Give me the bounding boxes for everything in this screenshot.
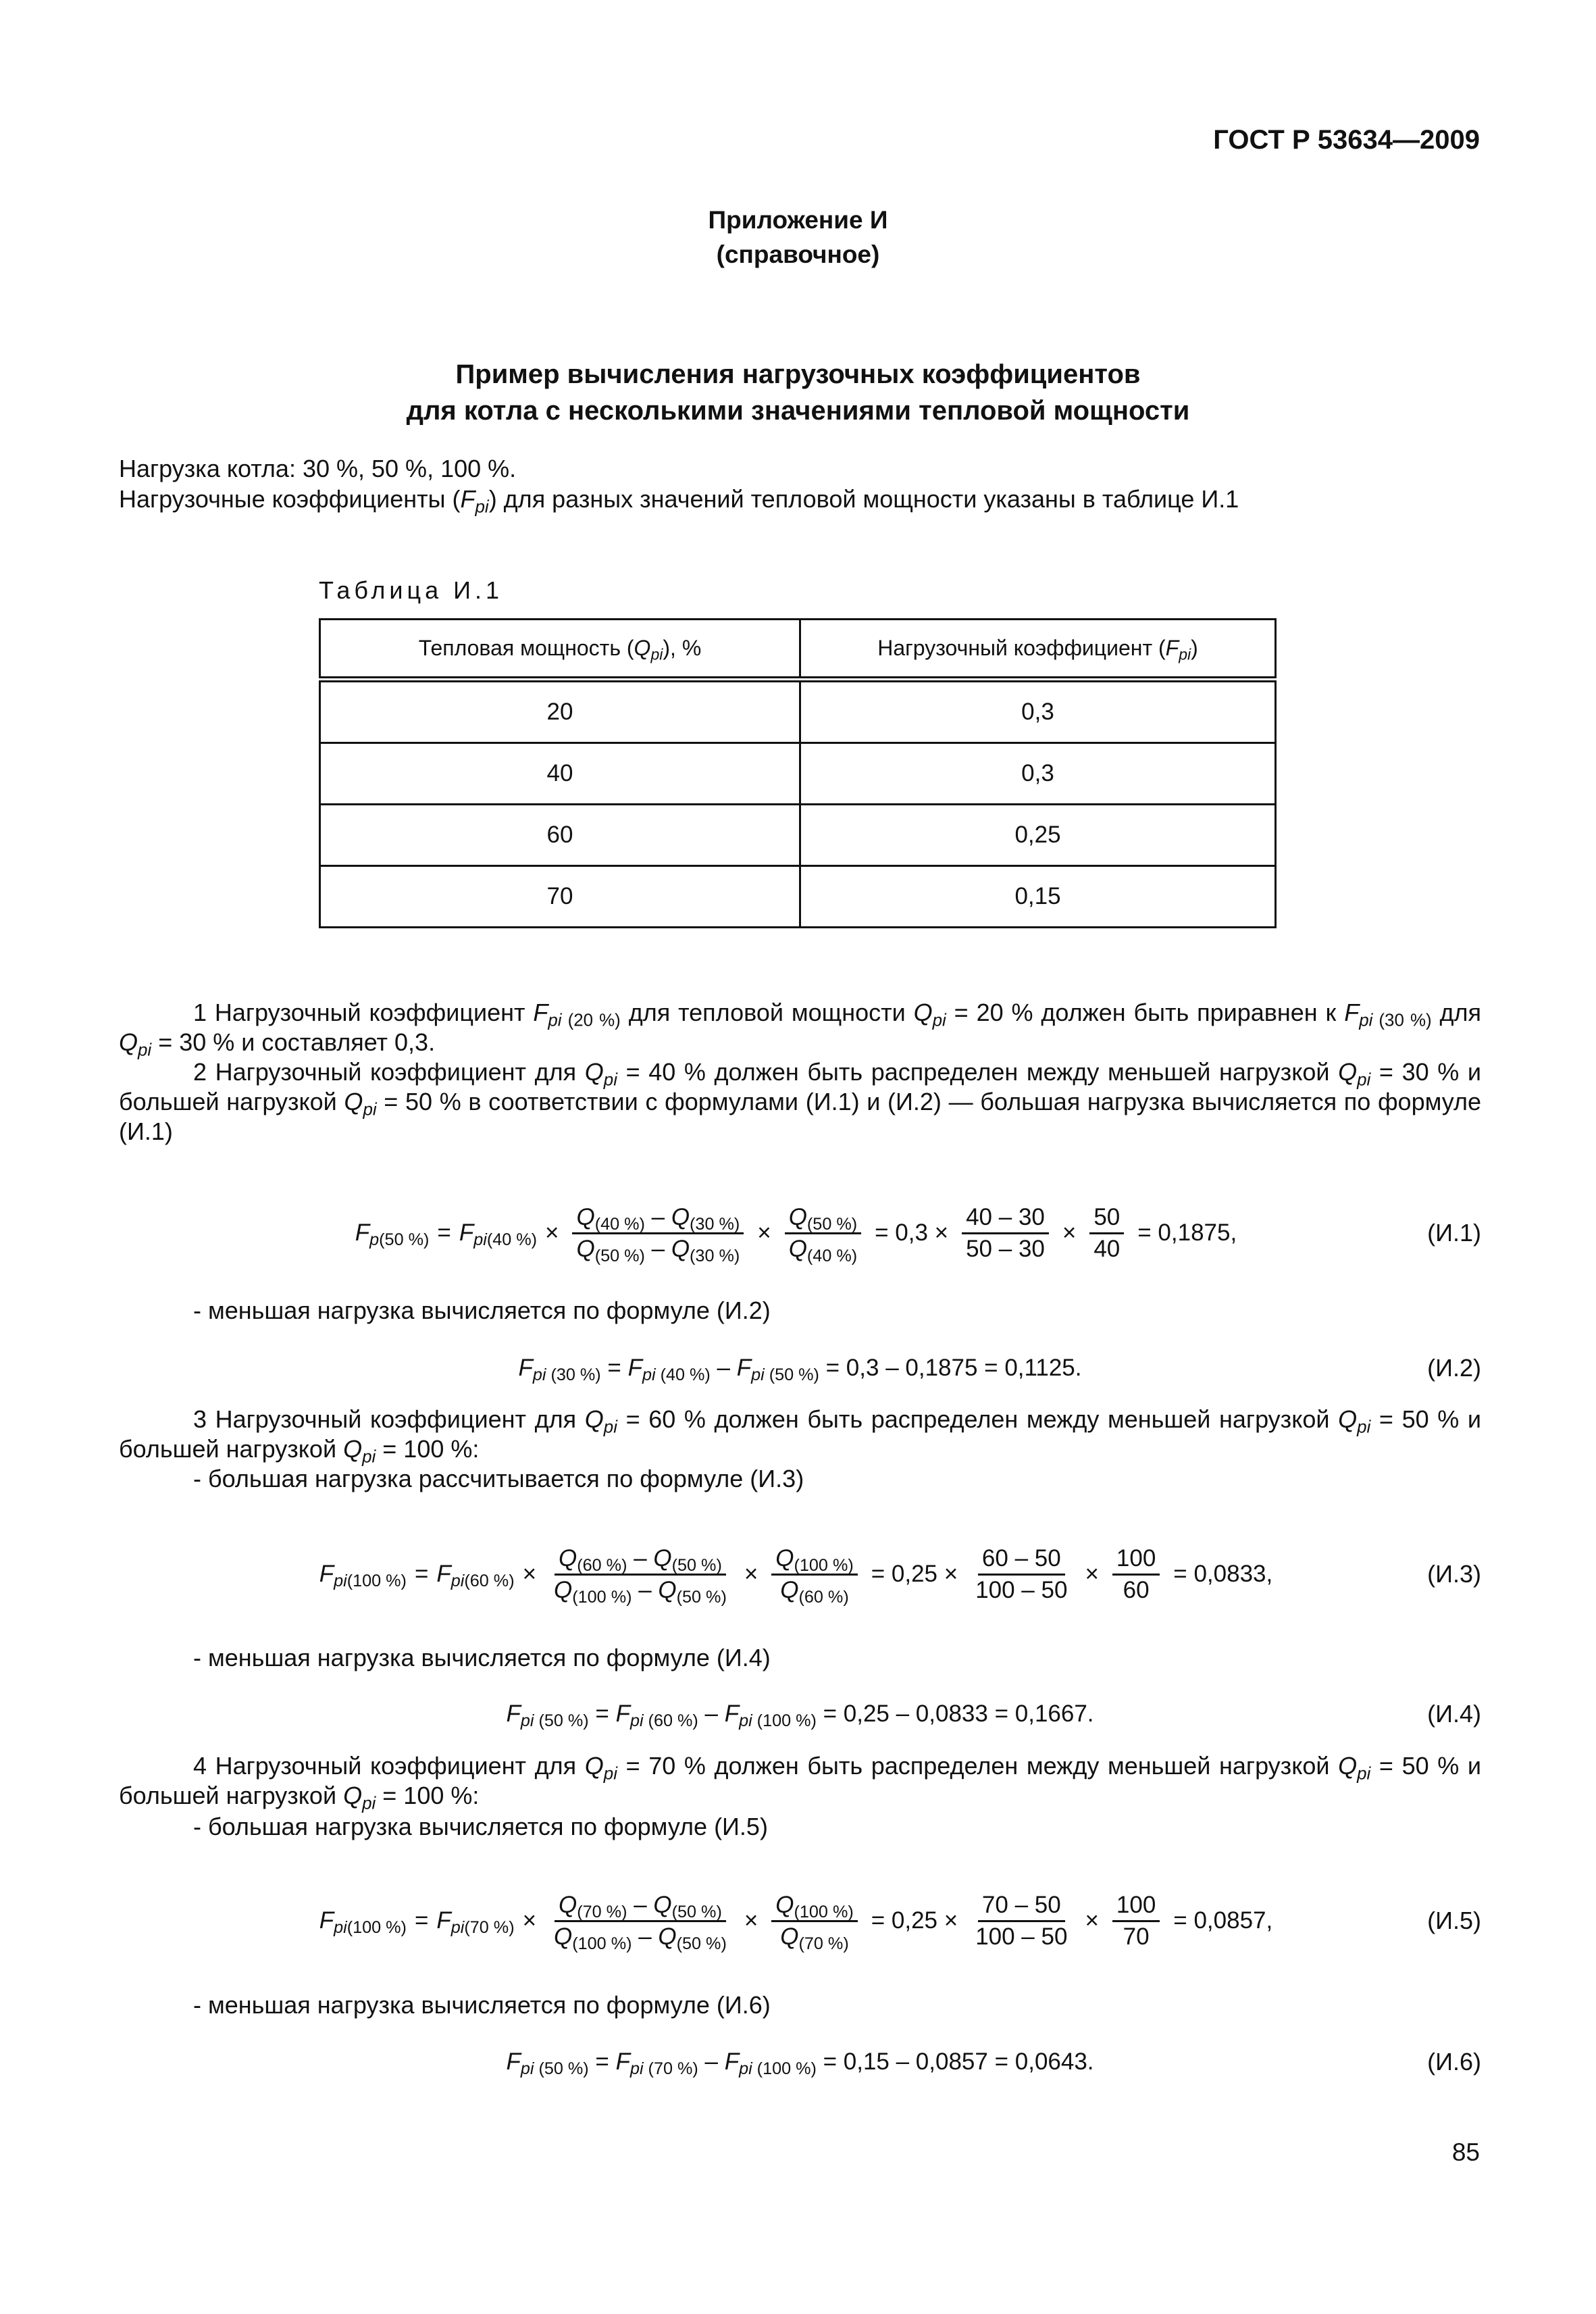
formula-i4: $F_{pi (50 \%)} = F_{pi (60 \%)} - F_{pi (100 \%)} = 0,25 - 0,0833 = 0,1667$. (И.4) <box>506 1700 1481 1730</box>
fraction: $\frac{Q_{(50 \%)}}{Q_{(40 \%)}}$ <box>785 1203 861 1264</box>
fraction: $\frac{50}{40}$ <box>1089 1203 1124 1264</box>
times-sign: × <box>522 1907 537 1934</box>
table-cell-power: 70 <box>320 866 800 928</box>
formula-lhs: $F_{pi(100 \%)}$ <box>319 1560 407 1590</box>
formula-i1 <box>119 1189 1481 1277</box>
formula-term: $F_{pi(40 \%)}$ <box>459 1219 537 1249</box>
formula-i2: $F_{pi (30 \%)} = F_{pi (40 \%)} - F_{pi (50 \%)} = 0,3 - 0,1875 = 0,1125$. (И.2) <box>518 1354 1481 1384</box>
formula-i2-intro: - меньшая нагрузка вычисляется по формуле (И.2) <box>193 1297 771 1324</box>
paragraph-4: 4 Нагрузочный коэффициент для $Q_{pi} = 70$ % должен быть распределен между меньшей нагрузкой $Q_{pi} = 50$ % и большей нагрузкой $Q_{pi} = 100$ %: <box>119 1752 1481 1813</box>
table-cell-coefficient: 0,3 <box>800 743 1276 805</box>
table-cell-power: 40 <box>320 743 800 805</box>
page-number: 85 <box>1451 2138 1480 2166</box>
formula-i3-intro: - большая нагрузка рассчитывается по формуле (И.3) <box>193 1465 804 1492</box>
formula-result: = 0,0833, <box>1173 1560 1273 1587</box>
table-header-power: Тепловая мощность $(Q_{pi})$, % <box>320 620 800 680</box>
title-line-2: для котла с несколькими значениями тепловой мощности <box>406 396 1190 426</box>
table-cell-coefficient: 0,15 <box>800 866 1276 928</box>
table-cell-coefficient: 0,25 <box>800 805 1276 866</box>
table-row <box>320 866 1276 928</box>
times-sign: × <box>744 1907 758 1934</box>
fraction: $\frac{60 - 50}{100 - 50}$ <box>975 1544 1068 1603</box>
table-header-coefficient: Нагрузочный коэффициент $(F_{pi})$ <box>800 620 1276 680</box>
formula-lhs: $F_{p(50 \%)}$ <box>355 1219 430 1249</box>
fraction: $\frac{Q_{(100 \%)}}{Q_{(70 \%)}}$ <box>771 1890 857 1952</box>
document-standard-number: ГОСТ Р 53634—2009 <box>1213 125 1480 155</box>
fraction: $\frac{Q_{(40 \%)} - Q_{(30 \%)}}{Q_{(50 \%)} - Q_{(30 \%)}}$ <box>572 1203 744 1264</box>
title-line-1: Пример вычисления нагрузочных коэффициентов <box>455 359 1141 389</box>
table-row <box>320 680 1276 743</box>
formula-number: (И.6) <box>1427 2048 1481 2076</box>
paragraph-2: 2 Нагрузочный коэффициент для $Q_{pi} = 40$ % должен быть распределен между меньшей нагрузкой $Q_{pi} = 30$ % и большей нагрузкой $Q_{pi} = 50$ % в соответствии с формулами (И.1) и (И.2) — большая нагрузка вычисляется по формуле (И.1) <box>119 1058 1481 1145</box>
intro-coefficients: Нагрузочные коэффициенты $(F_{pi})$ для разных значений тепловой мощности указаны в таблице И.1 <box>119 485 1239 517</box>
table-cell-power: 20 <box>320 680 800 743</box>
formula-number: (И.4) <box>1427 1700 1481 1728</box>
formula-result: = 0,1875, <box>1137 1219 1237 1246</box>
table-row <box>320 805 1276 866</box>
formula-coefficient: = 0,3 × <box>875 1219 949 1246</box>
times-sign: × <box>757 1219 771 1246</box>
formula-number: (И.2) <box>1427 1354 1481 1382</box>
intro-load: Нагрузка котла: 30 %, 50 %, 100 %. <box>119 455 517 482</box>
table-caption: Таблица И.1 <box>319 576 504 604</box>
paragraph-3: 3 Нагрузочный коэффициент для $Q_{pi} = 60$ % должен быть распределен между меньшей нагрузкой $Q_{pi} = 50$ % и большей нагрузкой $Q_{pi} = 100$ %: <box>119 1405 1481 1467</box>
fraction: $\frac{70 - 50}{100 - 50}$ <box>975 1891 1068 1950</box>
times-sign: × <box>744 1560 758 1587</box>
fraction: $\frac{100}{60}$ <box>1112 1544 1160 1605</box>
annex-title: Приложение И <box>708 206 888 234</box>
formula-coefficient: = 0,25 × <box>871 1560 958 1587</box>
times-sign: × <box>545 1219 559 1246</box>
fraction: $\frac{Q_{(70 \%)} - Q_{(50 \%)}}{Q_{(100 \%)} - Q_{(50 \%)}}$ <box>554 1891 727 1953</box>
formula-i3 <box>119 1530 1481 1618</box>
table-row <box>320 743 1276 805</box>
formula-i4-intro: - меньшая нагрузка вычисляется по формуле (И.4) <box>193 1644 771 1671</box>
annex-kind: (справочное) <box>716 241 880 268</box>
formula-i5-intro: - большая нагрузка вычисляется по формуле (И.5) <box>193 1813 768 1840</box>
formula-term: $F_{pi(60 \%)}$ <box>436 1560 515 1590</box>
table-cell-coefficient: 0,3 <box>800 680 1276 743</box>
paragraph-1: 1 Нагрузочный коэффициент $F_{pi (20 \%)}$ для тепловой мощности $Q_{pi} = 20$ % должен быть приравнен к $F_{pi (30 \%)}$ для $Q_{pi} = 30$ % и составляет 0,3. <box>119 999 1481 1060</box>
formula-i6-intro: - меньшая нагрузка вычисляется по формуле (И.6) <box>193 1991 771 2019</box>
page-title <box>0 356 1596 429</box>
times-sign: × <box>522 1560 537 1587</box>
formula-coefficient: = 0,25 × <box>871 1907 958 1934</box>
annex-heading <box>0 203 1596 272</box>
formula-number: (И.1) <box>1427 1219 1481 1247</box>
times-sign: × <box>1085 1560 1099 1587</box>
equals-sign: = <box>414 1907 429 1934</box>
times-sign: × <box>1085 1907 1099 1934</box>
fraction: $\frac{Q_{(60 \%)} - Q_{(50 \%)}}{Q_{(100 \%)} - Q_{(50 \%)}}$ <box>554 1544 727 1607</box>
formula-i5 <box>119 1877 1481 1965</box>
formula-number: (И.3) <box>1427 1560 1481 1588</box>
formula-term: $F_{pi(70 \%)}$ <box>436 1907 515 1937</box>
equals-sign: = <box>437 1219 451 1246</box>
formula-number: (И.5) <box>1427 1907 1481 1935</box>
formula-lhs: $F_{pi(100 \%)}$ <box>319 1907 407 1937</box>
equals-sign: = <box>414 1560 429 1587</box>
table-cell-power: 60 <box>320 805 800 866</box>
fraction: $\frac{100}{70}$ <box>1112 1890 1160 1952</box>
fraction: $\frac{Q_{(100 \%)}}{Q_{(60 \%)}}$ <box>771 1544 857 1605</box>
load-coefficient-table <box>319 618 1277 928</box>
table-header-row <box>320 620 1276 680</box>
formula-result: = 0,0857, <box>1173 1907 1273 1934</box>
fraction: $\frac{40 - 30}{50 - 30}$ <box>962 1203 1049 1264</box>
times-sign: × <box>1062 1219 1077 1246</box>
formula-i6: $F_{pi (50 \%)} = F_{pi (70 \%)} - F_{pi (100 \%)} = 0,15 - 0,0857 = 0,0643$. (И.6) <box>506 2048 1481 2078</box>
